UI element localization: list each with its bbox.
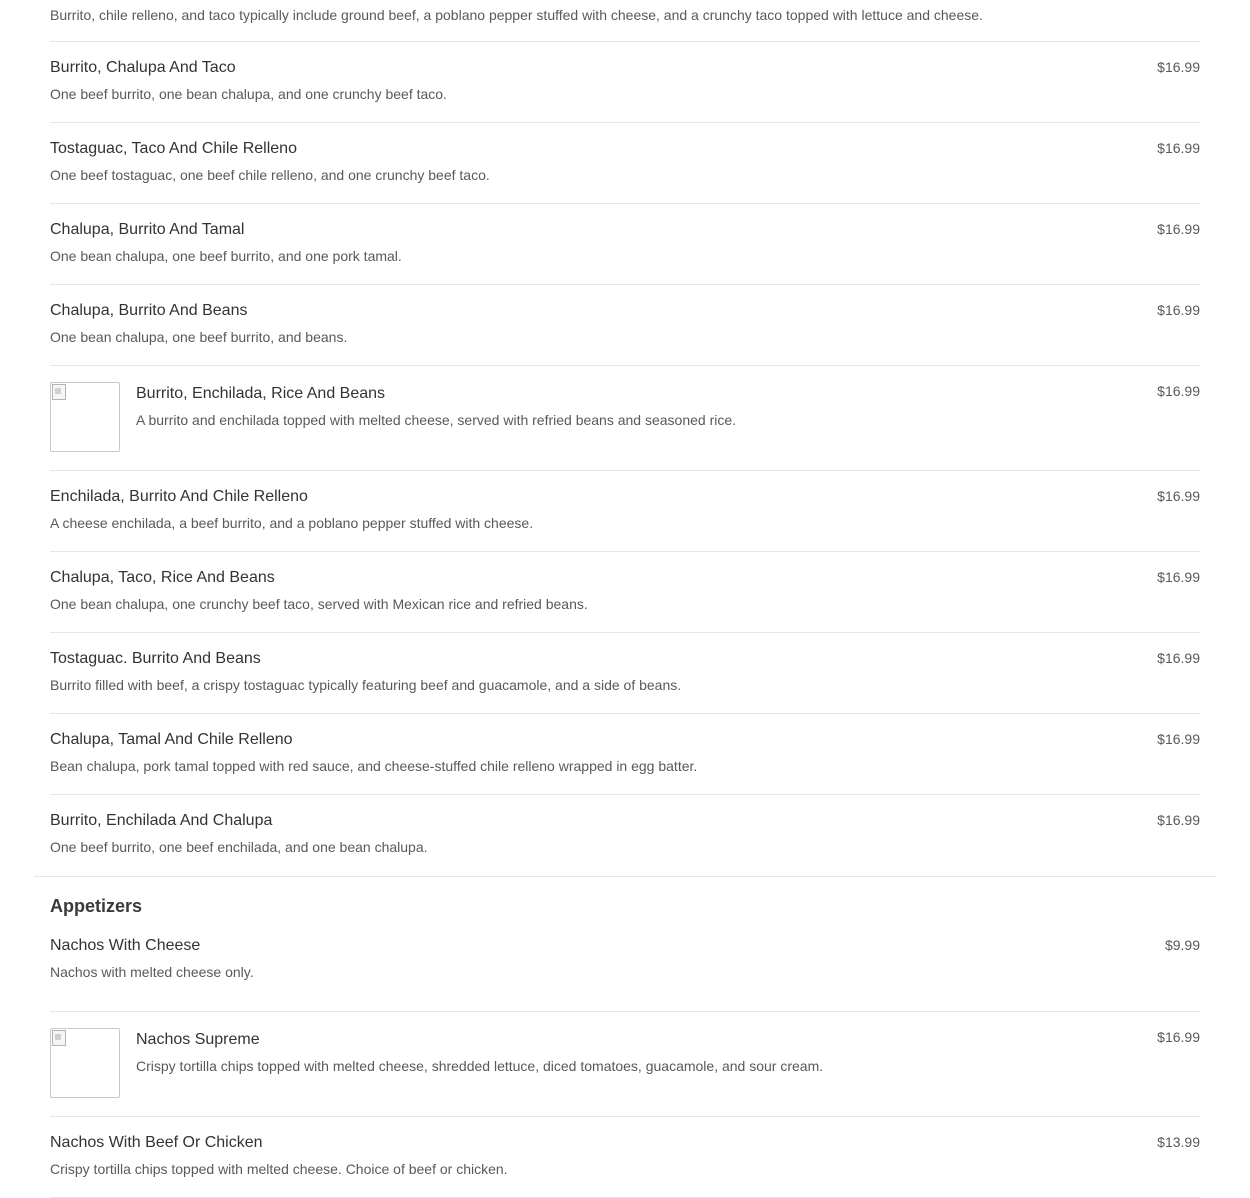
menu-item[interactable] — [50, 366, 1200, 471]
item-price: $16.99 — [1157, 569, 1200, 585]
menu-item[interactable] — [50, 285, 1200, 366]
item-description: Crispy tortilla chips topped with melted cheese. Choice of beef or chicken. — [50, 1161, 508, 1177]
item-image-placeholder[interactable] — [50, 1028, 120, 1098]
menu-item[interactable] — [50, 123, 1200, 204]
menu-item[interactable] — [50, 924, 1200, 1012]
item-name[interactable]: Nachos With Beef Or Chicken — [50, 1134, 263, 1151]
item-price: $16.99 — [1157, 302, 1200, 318]
item-name[interactable]: Burrito, Enchilada And Chalupa — [50, 812, 273, 829]
menu-item[interactable] — [50, 714, 1200, 795]
menu-item[interactable] — [50, 42, 1200, 123]
item-price: $16.99 — [1157, 731, 1200, 747]
item-content — [50, 1133, 1137, 1178]
item-price: $16.99 — [1157, 221, 1200, 237]
item-content — [50, 487, 1137, 532]
item-content — [50, 649, 1137, 694]
item-description: A burrito and enchilada topped with melted cheese, served with refried beans and seasoned rice. — [136, 412, 737, 428]
item-content — [50, 936, 1145, 981]
appetizers-section — [0, 924, 1250, 1198]
menu-item[interactable] — [50, 795, 1200, 876]
item-description: One beef burrito, one beef enchilada, and one bean chalupa. — [50, 839, 428, 855]
menu-item[interactable] — [50, 204, 1200, 285]
item-price: $16.99 — [1157, 140, 1200, 156]
item-content — [50, 139, 1137, 184]
item-price: $13.99 — [1157, 1134, 1200, 1150]
item-description: Crispy tortilla chips topped with melted cheese, shredded lettuce, diced tomatoes, guacamole, and sour cream. — [136, 1058, 824, 1074]
item-content — [50, 730, 1137, 775]
combos-item-list — [50, 42, 1200, 876]
item-name[interactable]: Burrito, Chalupa And Taco — [50, 59, 236, 76]
item-content — [50, 811, 1137, 856]
item-name[interactable]: Tostaguac. Burrito And Beans — [50, 650, 261, 667]
item-name[interactable]: Enchilada, Burrito And Chile Relleno — [50, 488, 308, 505]
item-name[interactable]: Nachos Supreme — [136, 1031, 260, 1048]
item-price: $16.99 — [1157, 383, 1200, 399]
item-description: A cheese enchilada, a beef burrito, and a poblano pepper stuffed with cheese. — [50, 515, 534, 531]
item-description: Burrito, chile relleno, and taco typically include ground beef, a poblano pepper stuffed with cheese, and a crunchy taco topped with lettuce and cheese. — [50, 0, 1200, 42]
item-price: $16.99 — [1157, 812, 1200, 828]
item-price: $16.99 — [1157, 1029, 1200, 1045]
item-name[interactable]: Chalupa, Taco, Rice And Beans — [50, 569, 275, 586]
item-description: One beef burrito, one bean chalupa, and one crunchy beef taco. — [50, 86, 447, 102]
item-image-placeholder[interactable] — [50, 382, 120, 452]
item-content — [136, 1028, 1137, 1075]
item-name[interactable]: Tostaguac, Taco And Chile Relleno — [50, 140, 297, 157]
item-description: Burrito filled with beef, a crispy tostaguac typically featuring beef and guacamole, and a side of beans. — [50, 677, 682, 693]
item-name[interactable]: Chalupa, Burrito And Beans — [50, 302, 248, 319]
item-content — [50, 58, 1137, 103]
item-name[interactable]: Burrito, Enchilada, Rice And Beans — [136, 385, 386, 402]
item-price: $16.99 — [1157, 59, 1200, 75]
menu-item[interactable] — [50, 471, 1200, 552]
item-description: Nachos with melted cheese only. — [50, 964, 254, 980]
item-content — [50, 568, 1137, 613]
item-price: $9.99 — [1164, 937, 1200, 953]
item-description: One bean chalupa, one crunchy beef taco, served with Mexican rice and refried beans. — [50, 596, 588, 612]
menu-item[interactable] — [50, 633, 1200, 714]
item-description: One bean chalupa, one beef burrito, and beans. — [50, 329, 348, 345]
item-description: One bean chalupa, one beef burrito, and one pork tamal. — [50, 248, 402, 264]
item-description: One beef tostaguac, one beef chile relleno, and one crunchy beef taco. — [50, 167, 490, 183]
item-content — [50, 301, 1137, 346]
item-name[interactable]: Chalupa, Burrito And Tamal — [50, 221, 245, 238]
item-price: $16.99 — [1157, 488, 1200, 504]
item-description: Bean chalupa, pork tamal topped with red sauce, and cheese-stuffed chile relleno wrapped in egg batter. — [50, 758, 698, 774]
item-price: $16.99 — [1157, 650, 1200, 666]
menu-item[interactable] — [50, 552, 1200, 633]
item-name[interactable]: Nachos With Cheese — [50, 937, 201, 954]
menu-item[interactable] — [50, 1012, 1200, 1117]
appetizers-item-list — [50, 924, 1200, 1198]
item-content — [50, 220, 1137, 265]
item-content — [136, 382, 1137, 429]
item-name[interactable]: Chalupa, Tamal And Chile Relleno — [50, 731, 293, 748]
menu-item[interactable] — [50, 1117, 1200, 1198]
section-title-appetizers: Appetizers — [50, 896, 143, 916]
